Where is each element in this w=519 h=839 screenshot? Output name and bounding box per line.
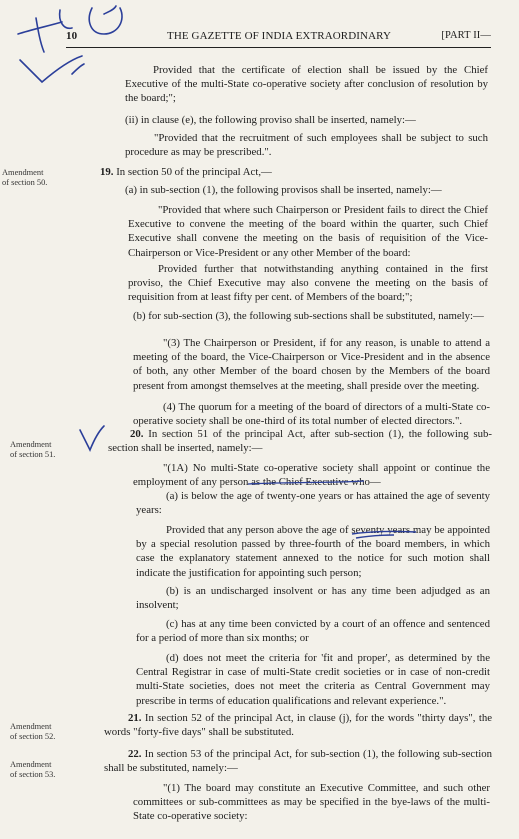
- clause-a-age: (a) is below the age of twenty-one years or has attained the age of seventy years:: [136, 490, 490, 517]
- proviso-seventy-years: Provided that any person above the age of seventy years may be appointed by a special resolution passed by three-fourth of the board members, in which case the explanatory statement annexed to the notice for such motion shall indicate the justification for appointing such person;: [136, 524, 490, 579]
- gazette-title: THE GAZETTE OF INDIA EXTRAORDINARY: [167, 30, 391, 42]
- margin-note-section-50: Amendment of section 50.: [2, 168, 48, 187]
- sub-clause-a-s50: (a) in sub-section (1), the following provisos shall be inserted, namely:—: [125, 184, 442, 196]
- header-rule: [66, 47, 491, 48]
- clause-b-insolvent: (b) is an undischarged insolvent or has any time been adjudged as an insolvent;: [136, 585, 490, 612]
- checkmark-section-20: [80, 426, 104, 450]
- page-header: [66, 28, 491, 46]
- sub-clause-b-s50: (b) for sub-section (3), the following sub-sections shall be substituted, namely:—: [133, 310, 484, 322]
- section-20-number: 20.: [130, 428, 144, 440]
- proviso-certificate-of-election: Provided that the certificate of election shall be issued by the Chief Executive of the multi-State co-operative society after conclusion of resolution by the board;";: [125, 64, 488, 105]
- margin-note-section-52: Amendment of section 52.: [10, 722, 56, 741]
- clause-c-convicted: (c) has at any time been convicted by a court of an offence and sentenced for a period of more than six months; or: [136, 618, 490, 645]
- section-22: [104, 747, 492, 775]
- part-label: [PART II—: [441, 30, 491, 41]
- margin-note-section-53: Amendment of section 53.: [10, 760, 56, 779]
- section-19-text: In section 50 of the principal Act,—: [116, 166, 272, 178]
- proviso-recruitment: "Provided that the recruitment of such employees shall be subject to such procedure as may be prescribed.".: [125, 132, 488, 159]
- clause-d-fit-and-proper: (d) does not meet the criteria for 'fit and proper', as determined by the Central Registrar in case of multi-State credit societies or in case of non-credit multi-State societies, does not meet the criteria as Central Government may prescribe in terms of education qualifications and relevant experience.".: [136, 652, 490, 707]
- section-19-number: 19.: [100, 166, 114, 178]
- section-21-text: In section 52 of the principal Act, in clause (j), for the words "thirty days", the words "forty-five days" shall be substituted.: [104, 712, 493, 739]
- section-21: [104, 711, 492, 739]
- proviso-further: Provided further that notwithstanding anything contained in the first proviso, the Chief Executive may also convene the meeting on the basis of requisition from at least fifty per cent. of Members of the board;";: [128, 263, 488, 304]
- section-22-number: 22.: [128, 748, 142, 760]
- margin-note-section-51: Amendment of section 51.: [10, 440, 56, 459]
- clause-ii: (ii) in clause (e), the following proviso shall be inserted, namely:—: [125, 114, 416, 126]
- section-19: [100, 165, 490, 179]
- page-number: 10: [66, 30, 78, 42]
- section-21-number: 21.: [128, 712, 142, 724]
- subsection-1-executive-committee: "(1) The board may constitute an Executive Committee, and such other committees or sub-committees as may be specified in the bye-laws of the multi-State co-operative society:: [133, 782, 490, 823]
- subsection-3-chairperson: "(3) The Chairperson or President, if for any reason, is unable to attend a meeting of the board, the Vice-Chairperson or Vice-President and in the absence of both, any other Member of the board chosen by the Members of the board present from amongst themselves at the meeting, shall preside over the meeting.: [133, 337, 490, 392]
- subsection-4-quorum: (4) The quorum for a meeting of the board of directors of a multi-State co-operative society shall be one-third of its total number of elected directors.".: [133, 401, 490, 428]
- proviso-convene-meeting: "Provided that where such Chairperson or President fails to direct the Chief Executive to convene the meeting of the board within the quarter, such Chief Executive shall convene the meeting on the basis of requisition of the Vice-Chairperson or Vice-President or any other Member of the board:: [128, 204, 488, 259]
- section-20-text: In section 51 of the principal Act, after sub-section (1), the following sub-section shall be inserted, namely:—: [108, 428, 492, 455]
- section-20: [108, 427, 492, 455]
- subsection-1a: "(1A) No multi-State co-operative society shall appoint or continue the employment of any person as the Chief Executive who—: [133, 462, 490, 489]
- section-22-text: In section 53 of the principal Act, for sub-section (1), the following sub-section shall be substituted, namely:—: [104, 748, 493, 775]
